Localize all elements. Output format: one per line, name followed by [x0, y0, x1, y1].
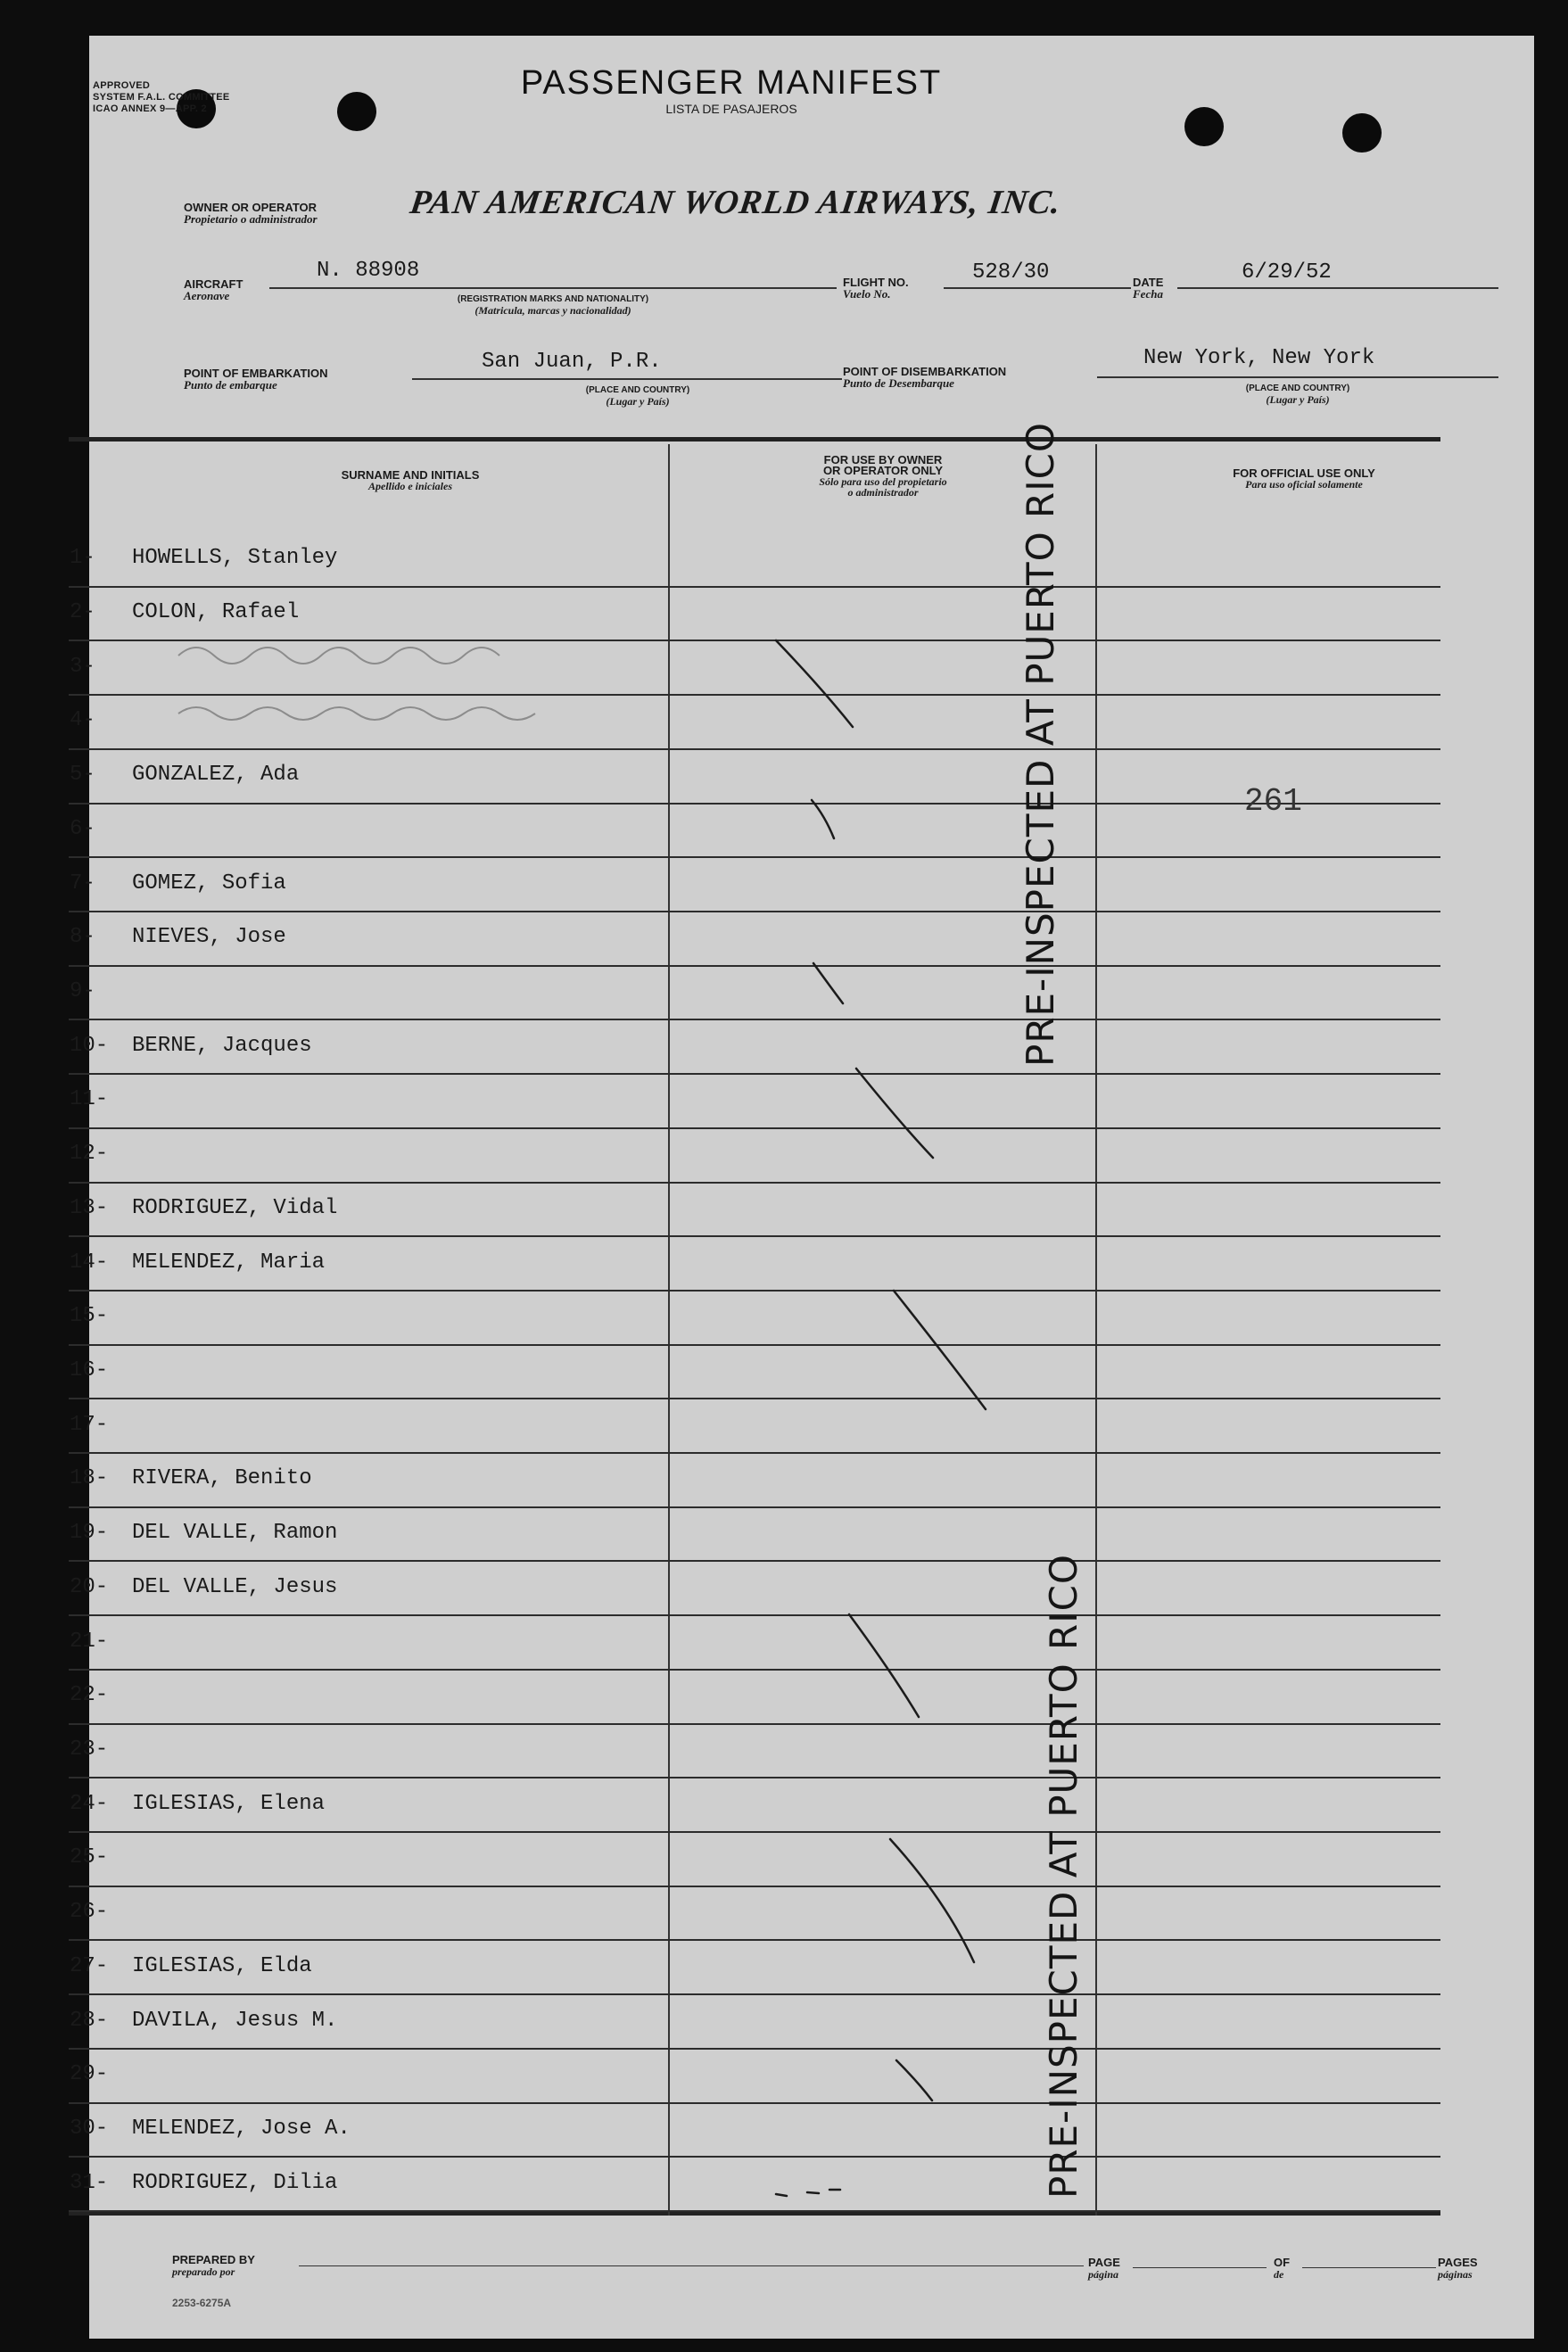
check-mark-3 — [813, 963, 843, 1003]
col-official-header-es: Para uso oficial solamente — [1245, 478, 1363, 491]
approval-line-2: SYSTEM F.A.L. COMMITTEE — [93, 92, 230, 103]
of-label: OF — [1274, 2256, 1291, 2269]
row-number: 4- — [70, 708, 95, 733]
check-mark-8 — [896, 2060, 932, 2100]
check-mark-2 — [812, 800, 834, 838]
row-number: 15- — [70, 1304, 109, 1329]
aircraft-label: AIRCRAFT — [184, 277, 243, 291]
form-title: PASSENGER MANIFEST — [520, 64, 943, 102]
col-surname-header-en: SURNAME AND INITIALS — [341, 468, 480, 482]
row-number: 8- — [70, 925, 95, 950]
pre-inspected-stamp-upper: PRE-INSPECTED AT PUERTO RICO — [1019, 422, 1062, 1067]
pages-label: PAGES — [1438, 2256, 1478, 2269]
disembark-label: POINT OF DISEMBARKATION — [843, 365, 1007, 378]
registration-caption-es: (Matricula, marcas y nacionalidad) — [475, 304, 631, 317]
of-label-block — [1274, 2257, 1290, 2281]
page-label-block — [1088, 2257, 1120, 2281]
passenger-name: GOMEZ, Sofia — [132, 871, 286, 895]
embark-place-caption-es: (Lugar y País) — [606, 395, 670, 408]
row-number: 14- — [70, 1250, 109, 1275]
passenger-name: NIEVES, Jose — [132, 925, 286, 950]
pages-label-block — [1438, 2257, 1478, 2281]
row-number: 19- — [70, 1521, 109, 1546]
date-label: DATE — [1133, 276, 1164, 289]
passenger-name: DAVILA, Jesus M. — [132, 2008, 338, 2033]
row-number: 29- — [70, 2062, 109, 2087]
passenger-name: RODRIGUEZ, Vidal — [132, 1195, 338, 1220]
prepared-by-label: PREPARED BY — [172, 2253, 255, 2266]
row-number: 6- — [70, 816, 95, 841]
check-mark-4 — [856, 1069, 933, 1158]
row-number: 23- — [70, 1737, 109, 1762]
disembark-value: New York, New York — [1143, 346, 1375, 370]
pages-label-es: páginas — [1438, 2268, 1473, 2281]
check-mark-6 — [849, 1614, 919, 1717]
row-number: 9- — [70, 979, 95, 1004]
owner-label-es: Propietario o administrador — [184, 212, 318, 226]
col-owner-header-es2: o administrador — [847, 486, 919, 499]
disembark-place-caption-es: (Lugar y País) — [1266, 393, 1330, 406]
date-label-es: Fecha — [1133, 287, 1163, 301]
row-number: 18- — [70, 1466, 109, 1491]
row-number: 31- — [70, 2170, 109, 2195]
row-number: 30- — [70, 2116, 109, 2141]
passenger-name: IGLESIAS, Elda — [132, 1953, 312, 1978]
passenger-name: MELENDEZ, Maria — [132, 1250, 326, 1275]
row-number: 12- — [70, 1142, 109, 1167]
row-number: 13- — [70, 1195, 109, 1220]
row-number: 26- — [70, 1900, 109, 1925]
row-number: 24- — [70, 1791, 109, 1816]
passenger-name: RODRIGUEZ, Dilia — [132, 2170, 338, 2195]
row-number: 21- — [70, 1629, 109, 1654]
row-number: 11- — [70, 1087, 109, 1112]
of-underline — [1302, 2267, 1436, 2268]
pen-dashes — [776, 2190, 840, 2196]
passenger-name: GONZALEZ, Ada — [132, 763, 300, 788]
passenger-name: HOWELLS, Stanley — [132, 546, 338, 571]
date-value: 6/29/52 — [1242, 260, 1332, 285]
page-underline — [1133, 2267, 1267, 2268]
passenger-name: DEL VALLE, Jesus — [132, 1574, 338, 1599]
embark-value: San Juan, P.R. — [482, 350, 662, 374]
passenger-name: MELENDEZ, Jose A. — [132, 2116, 351, 2141]
row-number: 27- — [70, 1953, 109, 1978]
row-number: 2- — [70, 600, 95, 625]
row-number: 25- — [70, 1845, 109, 1870]
check-mark-5 — [894, 1291, 986, 1409]
embark-label-es: Punto de embarque — [184, 378, 277, 392]
row-number: 3- — [70, 654, 95, 679]
row-number: 17- — [70, 1412, 109, 1437]
col-owner-header-l2: OR OPERATOR ONLY — [822, 464, 944, 477]
embark-label: POINT OF EMBARKATION — [184, 367, 328, 380]
row-number: 10- — [70, 1033, 109, 1058]
flight-label: FLIGHT NO. — [843, 276, 909, 289]
row-number: 7- — [70, 871, 95, 895]
row-number: 28- — [70, 2008, 109, 2033]
of-label-es: de — [1274, 2268, 1284, 2281]
col-owner-header-l1: FOR USE BY OWNER — [823, 453, 943, 466]
registration-caption-en: (REGISTRATION MARKS AND NATIONALITY) — [457, 294, 649, 304]
official-number: 261 — [1244, 783, 1302, 820]
col-surname-header-es: Apellido e iniciales — [368, 480, 452, 492]
disembark-label-es: Punto de Desembarque — [843, 376, 954, 390]
page-label: PAGE — [1088, 2256, 1120, 2269]
owner-label: OWNER OR OPERATOR — [184, 201, 318, 214]
scribble-row-4 — [178, 707, 535, 720]
row-number: 16- — [70, 1358, 109, 1382]
passenger-name: RIVERA, Benito — [132, 1466, 312, 1491]
flight-label-es: Vuelo No. — [843, 287, 891, 301]
row-number: 1- — [70, 546, 95, 571]
col-official-header-en: FOR OFFICIAL USE ONLY — [1233, 466, 1375, 480]
aircraft-label-es: Aeronave — [184, 289, 230, 302]
prepared-by-label-es: preparado por — [172, 2265, 235, 2278]
prepared-by-underline — [299, 2265, 1084, 2266]
prepared-by-block — [172, 2254, 255, 2278]
row-number: 5- — [70, 763, 95, 788]
col-owner-header-es1: Sólo para uso del propietario — [819, 475, 947, 488]
row-number: 22- — [70, 1683, 109, 1708]
approval-line-1: APPROVED — [93, 80, 151, 91]
scribble-row-3 — [178, 648, 499, 664]
form-code: 2253-6275A — [172, 2297, 232, 2309]
page-label-es: página — [1088, 2268, 1119, 2281]
pre-inspected-stamp-lower: PRE-INSPECTED AT PUERTO RICO — [1042, 1554, 1085, 2199]
passenger-name: IGLESIAS, Elena — [132, 1791, 326, 1816]
flight-value: 528/30 — [972, 260, 1050, 285]
check-mark-1 — [776, 640, 853, 727]
form-subtitle: LISTA DE PASAJEROS — [665, 102, 797, 116]
row-number: 20- — [70, 1574, 109, 1599]
passenger-name: DEL VALLE, Ramon — [132, 1521, 338, 1546]
passenger-name: BERNE, Jacques — [132, 1033, 312, 1058]
disembark-place-caption-en: (PLACE AND COUNTRY) — [1245, 384, 1350, 393]
check-mark-7 — [890, 1839, 974, 1962]
passenger-name: COLON, Rafael — [132, 600, 300, 625]
aircraft-value: N. 88908 — [317, 259, 420, 283]
embark-place-caption-en: (PLACE AND COUNTRY) — [585, 385, 690, 395]
approval-line-3: ICAO ANNEX 9—APP. 2 — [93, 103, 207, 114]
owner-value: PAN AMERICAN WORLD AIRWAYS, INC. — [408, 184, 1064, 221]
